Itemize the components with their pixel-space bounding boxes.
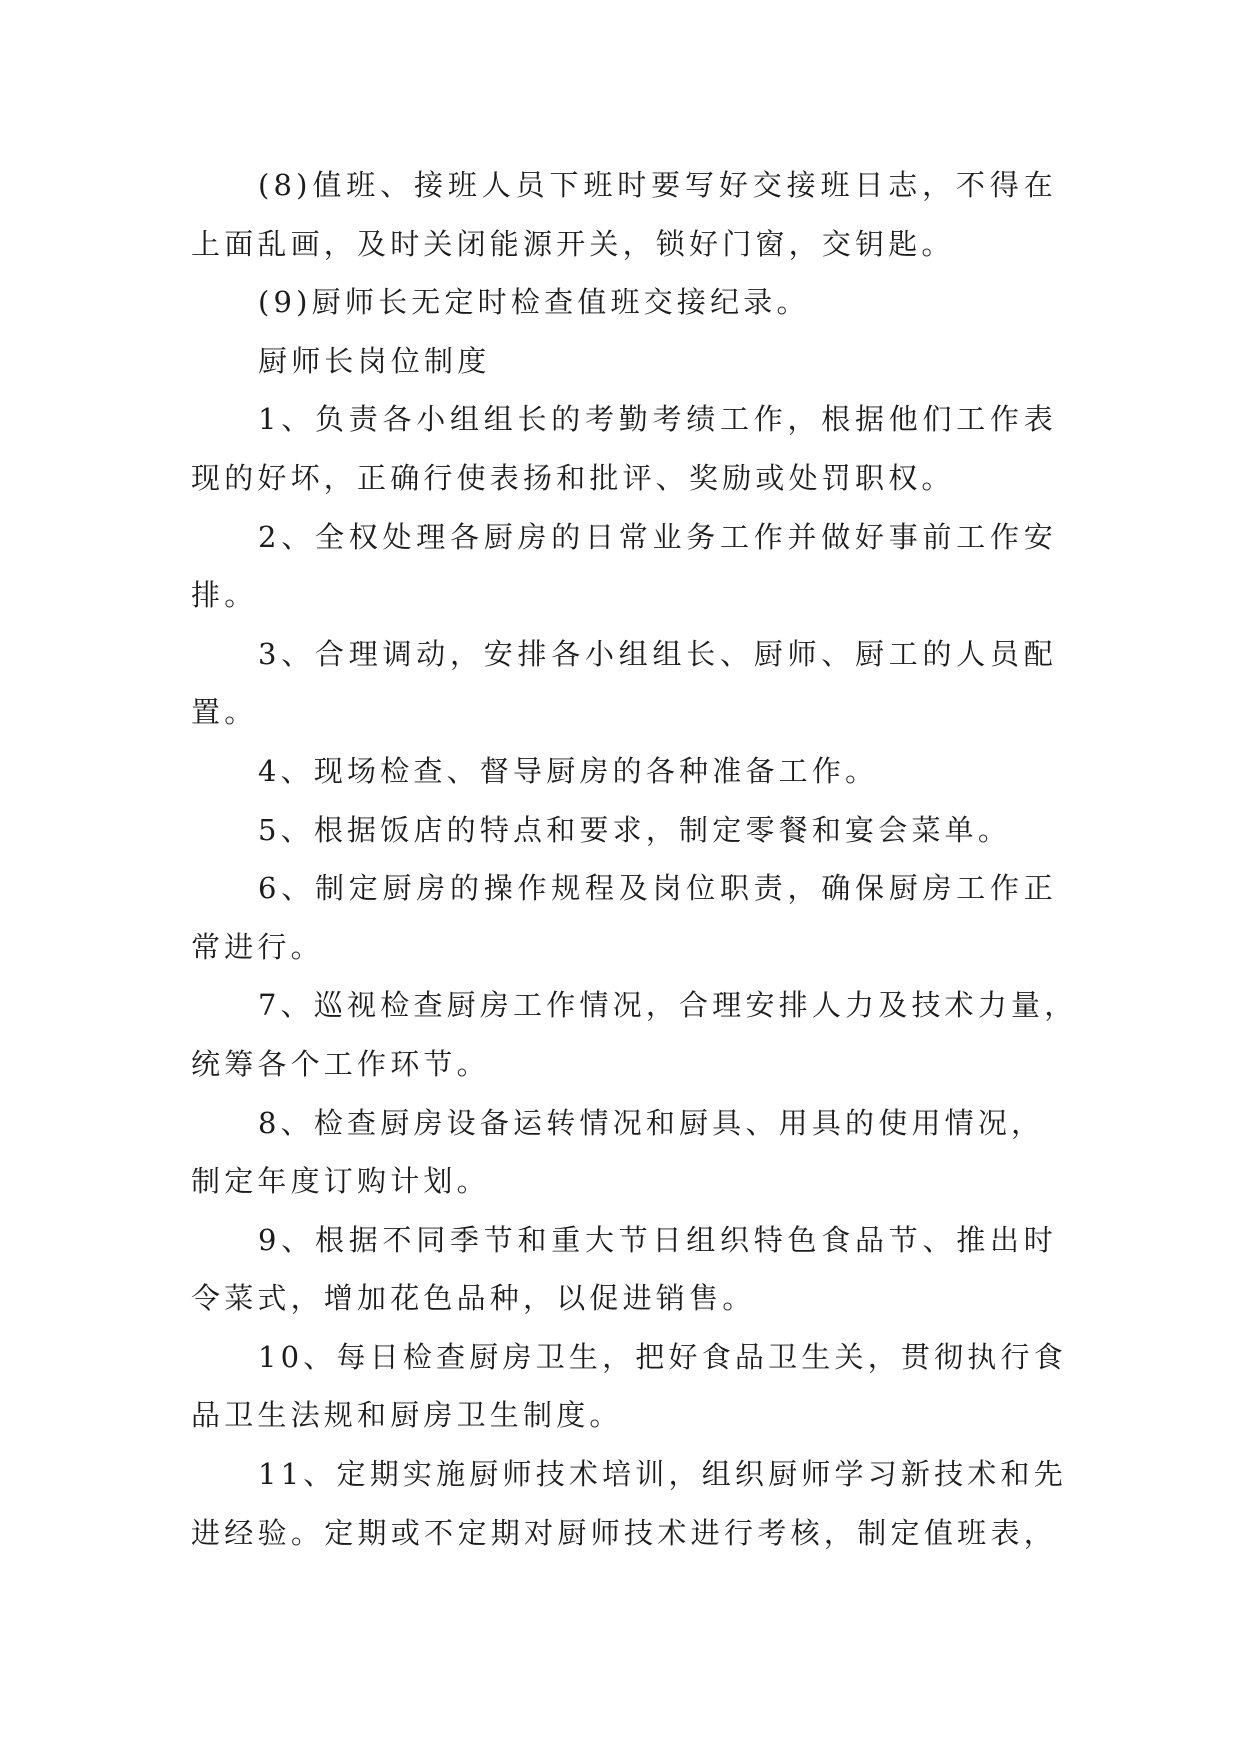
text-line: 4、现场检查、督导厨房的各种准备工作。 (258, 753, 879, 788)
text-line: 2、全权处理各厨房的日常业务工作并做好事前工作安 (258, 519, 1057, 554)
text-line: 排。 (191, 578, 258, 613)
text-line: 11、定期实施厨师技术培训，组织厨师学习新技术和先 (258, 1457, 1067, 1492)
paragraph-duty-4 (191, 742, 1057, 801)
text-line: 10、每日检查厨房卫生，把好食品卫生关，贯彻执行食 (258, 1339, 1067, 1374)
text-line: 置。 (191, 695, 258, 730)
text-line: 常进行。 (191, 929, 324, 964)
paragraph-duty-8 (191, 1094, 1057, 1211)
paragraph-item-9 (191, 273, 1057, 332)
paragraph-duty-1 (191, 390, 1057, 507)
paragraph-duty-10 (191, 1328, 1067, 1445)
text-line: 制定年度订购计划。 (191, 1164, 490, 1199)
paragraph-duty-2 (191, 508, 1057, 625)
text-line: 9、根据不同季节和重大节日组织特色食品节、推出时 (258, 1222, 1057, 1257)
text-line: (8)值班、接班人员下班时要写好交接班日志，不得在 (258, 168, 1057, 202)
text-line: 令菜式，增加花色品种，以促进销售。 (191, 1281, 756, 1316)
paragraph-duty-6 (191, 859, 1057, 976)
paragraph-duty-11 (191, 1445, 1067, 1562)
paragraph-duty-3 (191, 625, 1057, 742)
text-line: 上面乱画，及时关闭能源开关，锁好门窗，交钥匙。 (191, 226, 955, 261)
text-line: 3、合理调动，安排各小组组长、厨师、厨工的人员配 (258, 636, 1057, 671)
heading-text: 厨师长岗位制度 (258, 343, 491, 378)
text-line: 6、制定厨房的操作规程及岗位职责，确保厨房工作正 (258, 871, 1057, 906)
paragraph-duty-5 (191, 801, 1057, 860)
section-heading (191, 332, 1057, 391)
text-line: (9)厨师长无定时检查值班交接纪录。 (258, 285, 810, 320)
text-line: 统筹各个工作环节。 (191, 1046, 490, 1081)
paragraph-duty-7 (191, 976, 1078, 1093)
text-line: 品卫生法规和厨房卫生制度。 (191, 1398, 623, 1433)
text-line: 5、根据饭店的特点和要求，制定零餐和宴会菜单。 (258, 812, 1012, 847)
paragraph-duty-9 (191, 1211, 1057, 1328)
text-line: 现的好坏，正确行使表扬和批评、奖励或处罚职权。 (191, 460, 955, 495)
text-line: 1、负责各小组组长的考勤考绩工作，根据他们工作表 (258, 402, 1057, 437)
text-line: 8、检查厨房设备运转情况和厨具、用具的使用情况， (258, 1105, 1045, 1140)
text-line: 7、巡视检查厨房工作情况，合理安排人力及技术力量， (258, 988, 1078, 1023)
text-line: 进经验。定期或不定期对厨师技术进行考核，制定值班表， (191, 1515, 1057, 1550)
paragraph-item-8 (191, 156, 1057, 273)
document-body (191, 156, 1078, 1562)
